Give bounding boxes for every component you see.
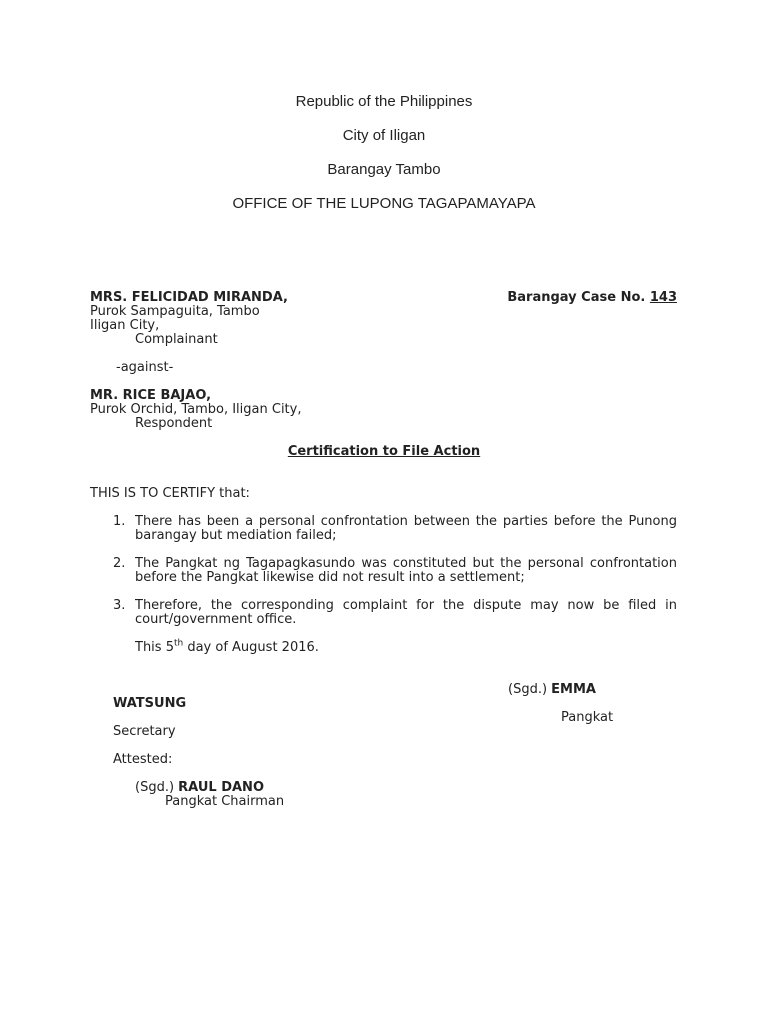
complainant-name: MRS. FELICIDAD MIRANDA, xyxy=(90,290,288,305)
complainant-address-line2: Iligan City, xyxy=(90,318,160,333)
signatory-chairman-sgd: (Sgd.) xyxy=(135,780,179,795)
date-ordinal: th xyxy=(173,638,184,649)
signatory-secretary-title-part1: Pangkat xyxy=(561,710,614,725)
complainant-role: Complainant xyxy=(135,332,218,347)
date-prefix: This 5 xyxy=(135,640,174,655)
respondent-name: MR. RICE BAJAO, xyxy=(90,388,212,403)
item-number: 3. xyxy=(113,598,126,613)
signatory-secretary-last-name: WATSUNG xyxy=(113,696,187,711)
signatory-secretary-line xyxy=(508,683,596,697)
case-number: 143 xyxy=(649,290,677,305)
signatory-chairman-name: RAUL DANO xyxy=(178,780,264,795)
date-line xyxy=(135,638,319,655)
case-number-label: Barangay Case No. xyxy=(507,290,646,305)
item-text: Therefore, the corresponding complaint for the dispute may now be filed in court/government office. xyxy=(135,598,677,627)
header-barangay: Barangay Tambo xyxy=(327,161,441,178)
signatory-chairman-title: Pangkat Chairman xyxy=(165,794,285,809)
signatory-chairman-line xyxy=(135,781,264,795)
item-text: There has been a personal confrontation between the parties before the Punong barangay but mediation failed; xyxy=(135,514,677,543)
certify-intro: THIS IS TO CERTIFY that: xyxy=(90,486,250,501)
signatory-secretary-sgd: (Sgd.) xyxy=(508,682,552,697)
header-city: City of Iligan xyxy=(342,127,426,144)
date-suffix: day of August 2016. xyxy=(183,640,319,655)
signatory-secretary-first-name: EMMA xyxy=(551,682,596,697)
attested-label: Attested: xyxy=(113,752,173,767)
header-office: OFFICE OF THE LUPONG TAGAPAMAYAPA xyxy=(232,195,536,212)
against-label: -against- xyxy=(116,360,174,375)
item-text: The Pangkat ng Tagapagkasundo was constituted but the personal confrontation before the Pangkat likewise did not result into a settlement; xyxy=(135,556,677,585)
case-number-line xyxy=(507,291,677,305)
respondent-role: Respondent xyxy=(135,416,213,431)
header-republic: Republic of the Philippines xyxy=(295,93,473,110)
document-title: Certification to File Action xyxy=(287,444,481,459)
item-number: 1. xyxy=(113,514,126,529)
respondent-address: Purok Orchid, Tambo, Iligan City, xyxy=(90,402,302,417)
complainant-address-line1: Purok Sampaguita, Tambo xyxy=(90,304,260,319)
item-number: 2. xyxy=(113,556,126,571)
signatory-secretary-title-part2: Secretary xyxy=(113,724,176,739)
